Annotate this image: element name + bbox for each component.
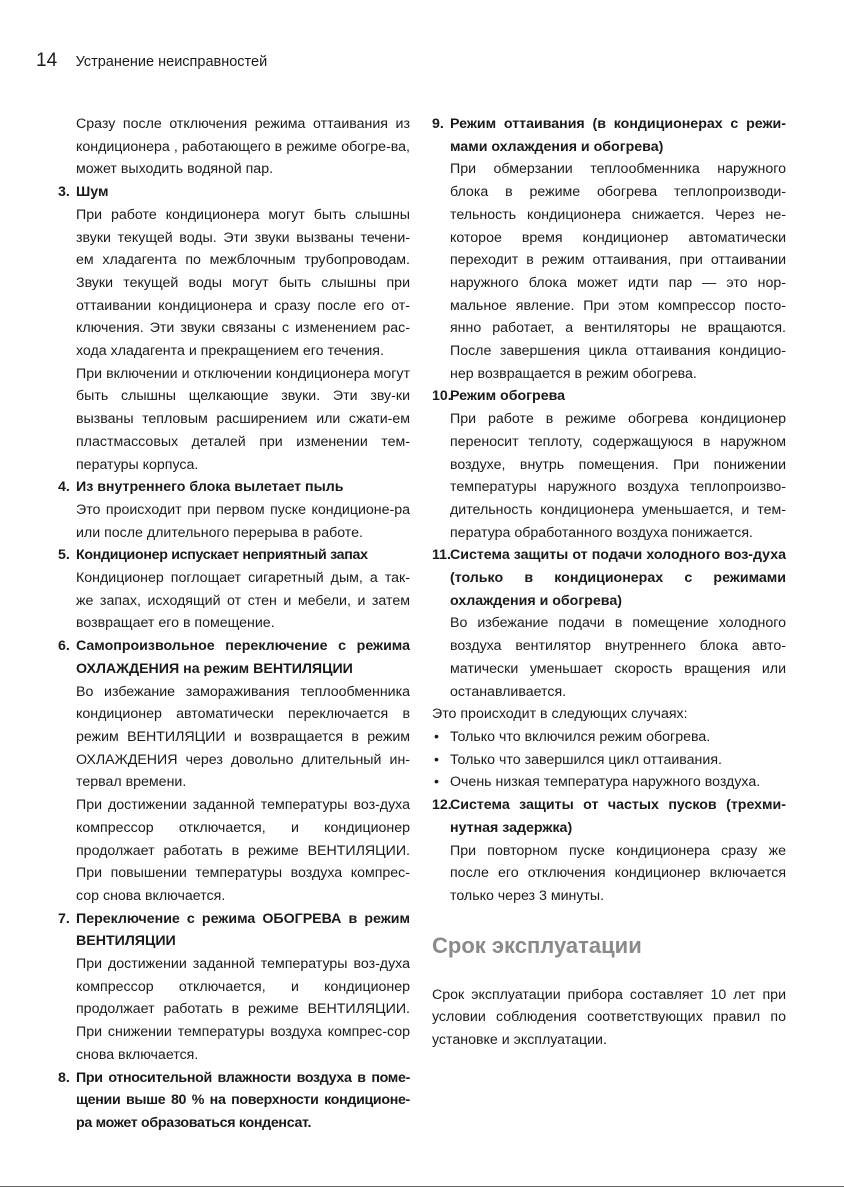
item-number: 11. <box>432 547 451 564</box>
list-item <box>58 476 410 544</box>
item-title: Система защиты от подачи холодного воз-духа (только в кондиционерах с режимами охлаждения и обогрева) <box>450 547 786 609</box>
left-column <box>58 113 410 1135</box>
item-number: 5. <box>58 547 70 564</box>
right-column <box>432 113 786 1052</box>
item-title: Шум <box>76 184 109 201</box>
item-title: Режим обогрева <box>450 388 566 405</box>
item-title: Кондиционер испускает неприятный запах <box>76 547 368 564</box>
list-item <box>58 908 410 1067</box>
item-paragraph: Во избежание замораживания теплообменника кондиционер автоматически переключается в режим ВЕНТИЛЯЦИИ и возвращается в режим ОХЛАЖДЕНИЯ через довольно длительный ин-тервал времени. <box>76 683 410 791</box>
item-paragraph: Кондиционер поглощает сигаретный дым, а так-же запах, исходящий от стен и мебели, и затем возвращает его в помещение. <box>76 570 410 632</box>
list-item: • Очень низкая температура наружного воздуха. <box>432 771 786 794</box>
item-number: 10. <box>432 388 452 405</box>
bottom-rule <box>0 1186 844 1187</box>
item-paragraph: При включении и отключении кондиционера могут быть слышны щелкающие звуки. Эти зву-ки вызваны тепловым расширением или сжати-ем пластмассовых деталей при изменении тем-пературы корпуса. <box>76 365 410 473</box>
item-number: 9. <box>432 116 444 132</box>
intro-paragraph: Сразу после отключения режима оттаивания из кондиционера , работающего в режиме обогре-ва, может выходить водяной пар. <box>76 116 410 178</box>
list-item <box>58 181 410 476</box>
item-paragraph: При работе кондиционера могут быть слышны звуки текущей воды. Эти звуки вызваны течени-ем хладагента по межблочным трубопроводам. Звуки текущей воды могут быть слышны при оттаивании кондиционера и сразу после его от-ключения. Эти звуки связаны с изменением рас-хода хладагента и прекращением его течения. <box>76 206 410 360</box>
list-item <box>58 544 410 635</box>
page-header <box>36 50 267 78</box>
section-title: Устранение неисправностей <box>75 54 268 70</box>
item-number: 7. <box>58 910 70 927</box>
item-paragraph: При повторном пуске кондиционера сразу же после его отключения кондиционер включается только через 3 минуты. <box>450 842 786 904</box>
item-title: Режим оттаивания (в кондиционерах с режи-мами охлаждения и обогрева) <box>450 116 786 155</box>
list-item <box>432 544 786 703</box>
item-number: 8. <box>58 1069 70 1086</box>
item-title: Самопроизвольное переключение с режима ОХЛАЖДЕНИЯ на режим ВЕНТИЛЯЦИИ <box>76 638 410 677</box>
cases-list <box>432 726 786 794</box>
list-item <box>58 635 410 907</box>
lifetime-heading: Срок эксплуатации <box>432 932 642 958</box>
list-item <box>432 794 786 908</box>
item-number: 4. <box>58 479 70 496</box>
item-paragraph: При работе в режиме обогрева кондиционер переносит теплоту, содержащуюся в наружном воздухе, внутрь помещения. При понижении температуры наружного воздуха теплопроизво-дительность кондиционера уменьшается, и тем-пература обработанного воздуха понижается. <box>450 411 786 541</box>
list-item: • Только что включился режим обогрева. <box>432 726 786 749</box>
item-number: 6. <box>58 638 70 655</box>
item-title: При относительной влажности воздуха в поме-щении выше 80 % на поверхности кондиционе-ра может образоваться конденсат. <box>76 1069 410 1131</box>
item-paragraph: При обмерзании теплообменника наружного блока в режиме обогрева теплопроизводи-тельность кондиционера снижается. Через не-которое время кондиционер автоматически переходит в режим оттаивания, при оттаивании наружного блока может идти пар — это нор-мальное явление. При этом компрессор посто-янно работает, а вентиляторы не вращаются. После завершения цикла оттаивания кондицио-нер возвращается в режим обогрева. <box>450 161 786 382</box>
item-title: Система защиты от частых пусков (трехми-нутная задержка) <box>450 797 786 836</box>
item-paragraph: Во избежание подачи в помещение холодного воздуха вентилятор внутреннего блока авто-матически уменьшает скорость вращения или останавливается. <box>450 615 786 700</box>
cases-intro: Это происходит в следующих случаях: <box>432 706 688 723</box>
item-title: Из внутреннего блока вылетает пыль <box>76 479 344 496</box>
list-item <box>58 1067 410 1135</box>
item-paragraph: Это происходит при первом пуске кондиционе-ра или после длительного перерыва в работе. <box>76 501 410 541</box>
list-item: • Только что завершился цикл оттаивания. <box>432 749 786 772</box>
item-paragraph: При достижении заданной температуры воз-духа компрессор отключается, и кондиционер продолжает работать в режиме ВЕНТИЛЯЦИИ. При снижении температуры воздуха компрес-сор снова включается. <box>76 956 410 1063</box>
page-number: 14 <box>36 50 58 71</box>
lifetime-text: Срок эксплуатации прибора составляет 10 лет при условии соблюдения соответствующих правил по установке и эксплуатации. <box>432 986 786 1049</box>
item-number: 3. <box>58 184 70 201</box>
list-item <box>432 385 786 544</box>
item-number: 12. <box>432 797 452 814</box>
item-paragraph: При достижении заданной температуры воз-духа компрессор отключается, и кондиционер продолжает работать в режиме ВЕНТИЛЯЦИИ. При повышении температуры воздуха компрес-сор снова включается. <box>76 797 410 904</box>
list-item <box>432 113 786 385</box>
item-title: Переключение с режима ОБОГРЕВА в режим ВЕНТИЛЯЦИИ <box>76 910 410 950</box>
